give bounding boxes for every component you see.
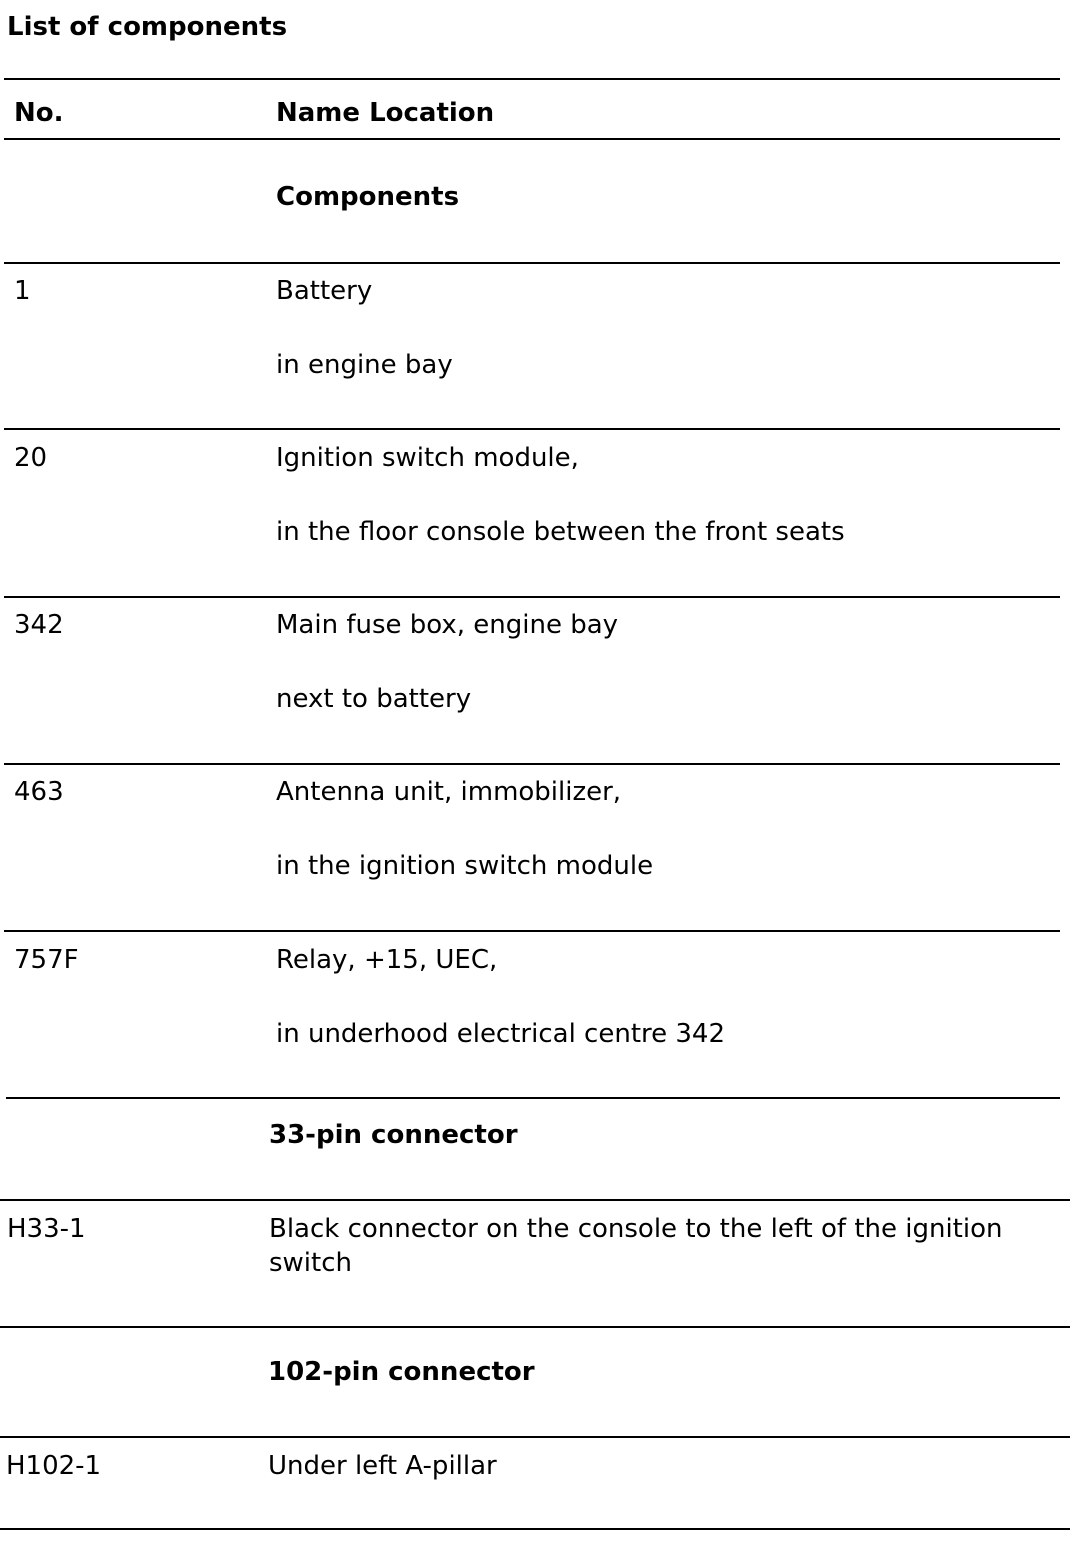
row-rule bbox=[4, 596, 1060, 598]
connector-location: Under left A-pillar bbox=[268, 1451, 497, 1481]
row-no: 342 bbox=[14, 610, 64, 640]
row-rule bbox=[0, 1436, 1070, 1438]
header-no: No. bbox=[14, 98, 64, 128]
row-rule bbox=[4, 428, 1060, 430]
row-location: in the ignition switch module bbox=[276, 851, 654, 881]
row-rule bbox=[0, 1528, 1070, 1530]
row-name: Ignition switch module, bbox=[276, 443, 579, 473]
row-name: Relay, +15, UEC, bbox=[276, 945, 498, 975]
connector-no: H102-1 bbox=[6, 1451, 102, 1481]
page-title: List of components bbox=[7, 12, 288, 42]
row-no: 463 bbox=[14, 777, 64, 807]
row-rule bbox=[4, 930, 1060, 932]
section-33-pin-connector: 33-pin connector bbox=[269, 1120, 518, 1150]
row-rule bbox=[0, 1199, 1070, 1201]
row-name: Battery bbox=[276, 276, 373, 306]
header-name-location: Name Location bbox=[276, 98, 495, 128]
row-location: in underhood electrical centre 342 bbox=[276, 1019, 726, 1049]
section-components: Components bbox=[276, 182, 460, 212]
header-bottom-rule bbox=[4, 138, 1060, 140]
row-rule bbox=[4, 262, 1060, 264]
connector-location: Black connector on the console to the left of the ignition switch bbox=[269, 1214, 1003, 1278]
row-rule bbox=[4, 763, 1060, 765]
row-name: Main fuse box, engine bay bbox=[276, 610, 619, 640]
connector-no: H33-1 bbox=[7, 1214, 86, 1244]
row-location: in engine bay bbox=[276, 350, 453, 380]
row-location: next to battery bbox=[276, 684, 472, 714]
row-location: in the floor console between the front seats bbox=[276, 517, 845, 547]
header-top-rule bbox=[4, 78, 1060, 80]
row-no: 757F bbox=[14, 945, 79, 975]
section-102-pin-connector: 102-pin connector bbox=[268, 1357, 535, 1387]
row-name: Antenna unit, immobilizer, bbox=[276, 777, 622, 807]
row-rule bbox=[6, 1097, 1060, 1099]
row-rule bbox=[0, 1326, 1070, 1328]
row-no: 20 bbox=[14, 443, 48, 473]
row-no: 1 bbox=[14, 276, 31, 306]
